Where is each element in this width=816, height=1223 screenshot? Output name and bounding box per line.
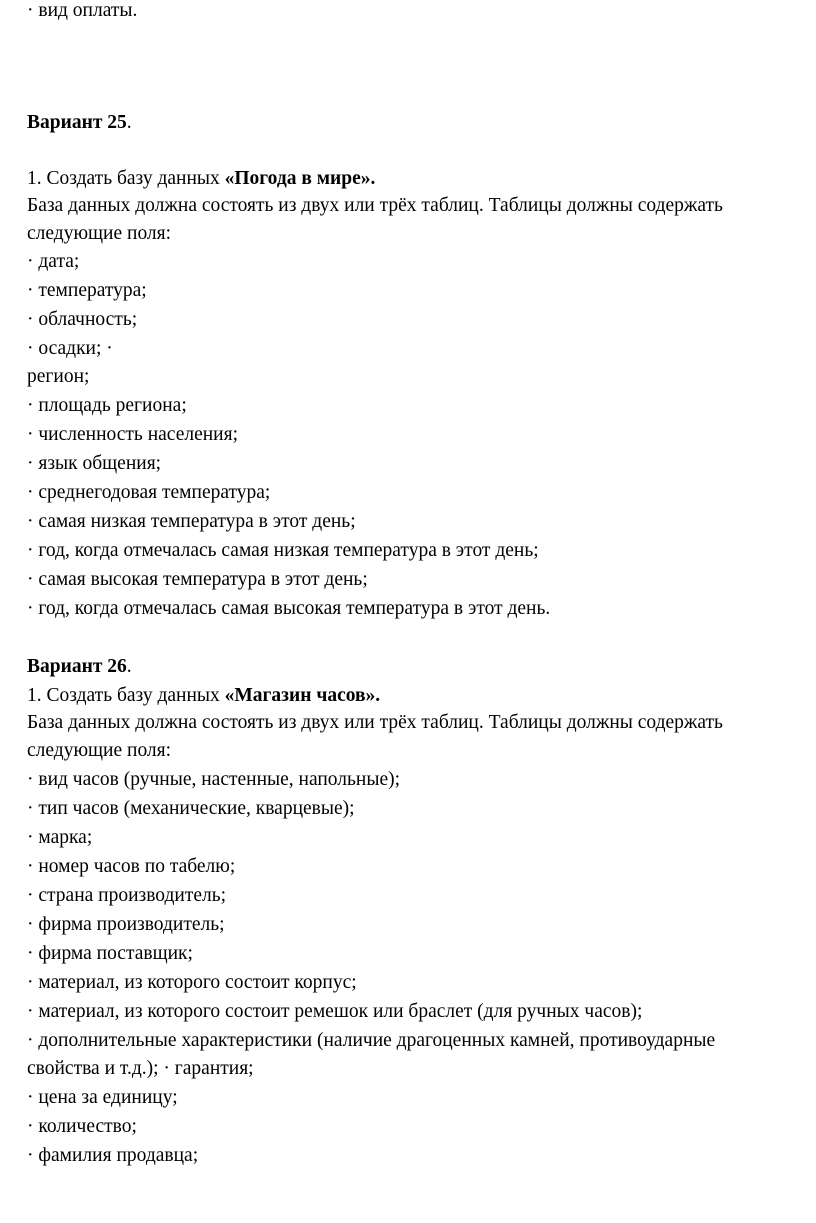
variant-26-field: · фирма производитель;	[27, 914, 225, 935]
variant-25-field: · год, когда отмечалась самая низкая температура в этот день;	[27, 540, 539, 561]
variant-25-field: · язык общения;	[27, 453, 162, 474]
variant-26-field: · материал, из которого состоит ремешок или браслет (для ручных часов);	[27, 1001, 643, 1022]
variant-26-desc-line-1: База данных должна состоять из двух или трёх таблиц. Таблицы должны содержать	[27, 712, 723, 733]
variant-26-task	[27, 684, 380, 708]
variant-26-field: · фирма поставщик;	[27, 943, 193, 964]
variant-26-field: · марка;	[27, 827, 93, 848]
variant-25-task-title: «Погода в мире».	[224, 168, 376, 189]
variant-26-field: · страна производитель;	[27, 885, 227, 906]
variant-26-task-title: «Магазин часов».	[224, 685, 381, 706]
variant-25-task-prefix: 1. Создать базу данных	[27, 168, 225, 189]
variant-25-field: · численность населения;	[27, 424, 238, 445]
variant-25-task	[27, 167, 375, 191]
variant-26-field: · фамилия продавца;	[27, 1145, 199, 1166]
variant-25-field: · осадки; ·	[27, 338, 113, 359]
variant-26-task-prefix: 1. Создать базу данных	[27, 685, 225, 706]
variant-26-field: · вид часов (ручные, настенные, напольные);	[27, 769, 401, 790]
variant-25-field: · температура;	[27, 280, 147, 301]
variant-26-field: · цена за единицу;	[27, 1087, 178, 1108]
variant-26-heading-text: Вариант 26	[27, 656, 127, 677]
variant-26-field: свойства и т.д.); · гарантия;	[27, 1058, 254, 1079]
variant-26-field: · количество;	[27, 1116, 137, 1137]
variant-25-field: · облачность;	[27, 309, 138, 330]
variant-25-field: · площадь региона;	[27, 395, 187, 416]
variant-26-heading	[27, 655, 132, 679]
variant-26-desc-line-2: следующие поля:	[27, 740, 172, 761]
variant-25-field: · среднегодовая температура;	[27, 482, 271, 503]
variant-25-field: · самая высокая температура в этот день;	[27, 569, 368, 590]
variant-26-field: · материал, из которого состоит корпус;	[27, 972, 357, 993]
variant-26-field: · номер часов по табелю;	[27, 856, 236, 877]
variant-25-heading	[27, 111, 132, 135]
variant-25-field: · год, когда отмечалась самая высокая температура в этот день.	[27, 598, 551, 619]
variant-26-field: · тип часов (механические, кварцевые);	[27, 798, 355, 819]
variant-26-heading-dot: .	[126, 656, 132, 677]
variant-25-field: · дата;	[27, 251, 80, 272]
intro-last-item: · вид оплаты.	[27, 0, 138, 21]
variant-25-desc-line-1: База данных должна состоять из двух или трёх таблиц. Таблицы должны содержать	[27, 195, 723, 216]
variant-25-field: · самая низкая температура в этот день;	[27, 511, 356, 532]
variant-25-heading-dot: .	[126, 112, 132, 133]
variant-25-field: регион;	[27, 366, 90, 387]
variant-25-heading-text: Вариант 25	[27, 112, 127, 133]
variant-26-field: · дополнительные характеристики (наличие драгоценных камней, противоударные	[27, 1030, 716, 1051]
variant-25-desc-line-2: следующие поля:	[27, 223, 172, 244]
